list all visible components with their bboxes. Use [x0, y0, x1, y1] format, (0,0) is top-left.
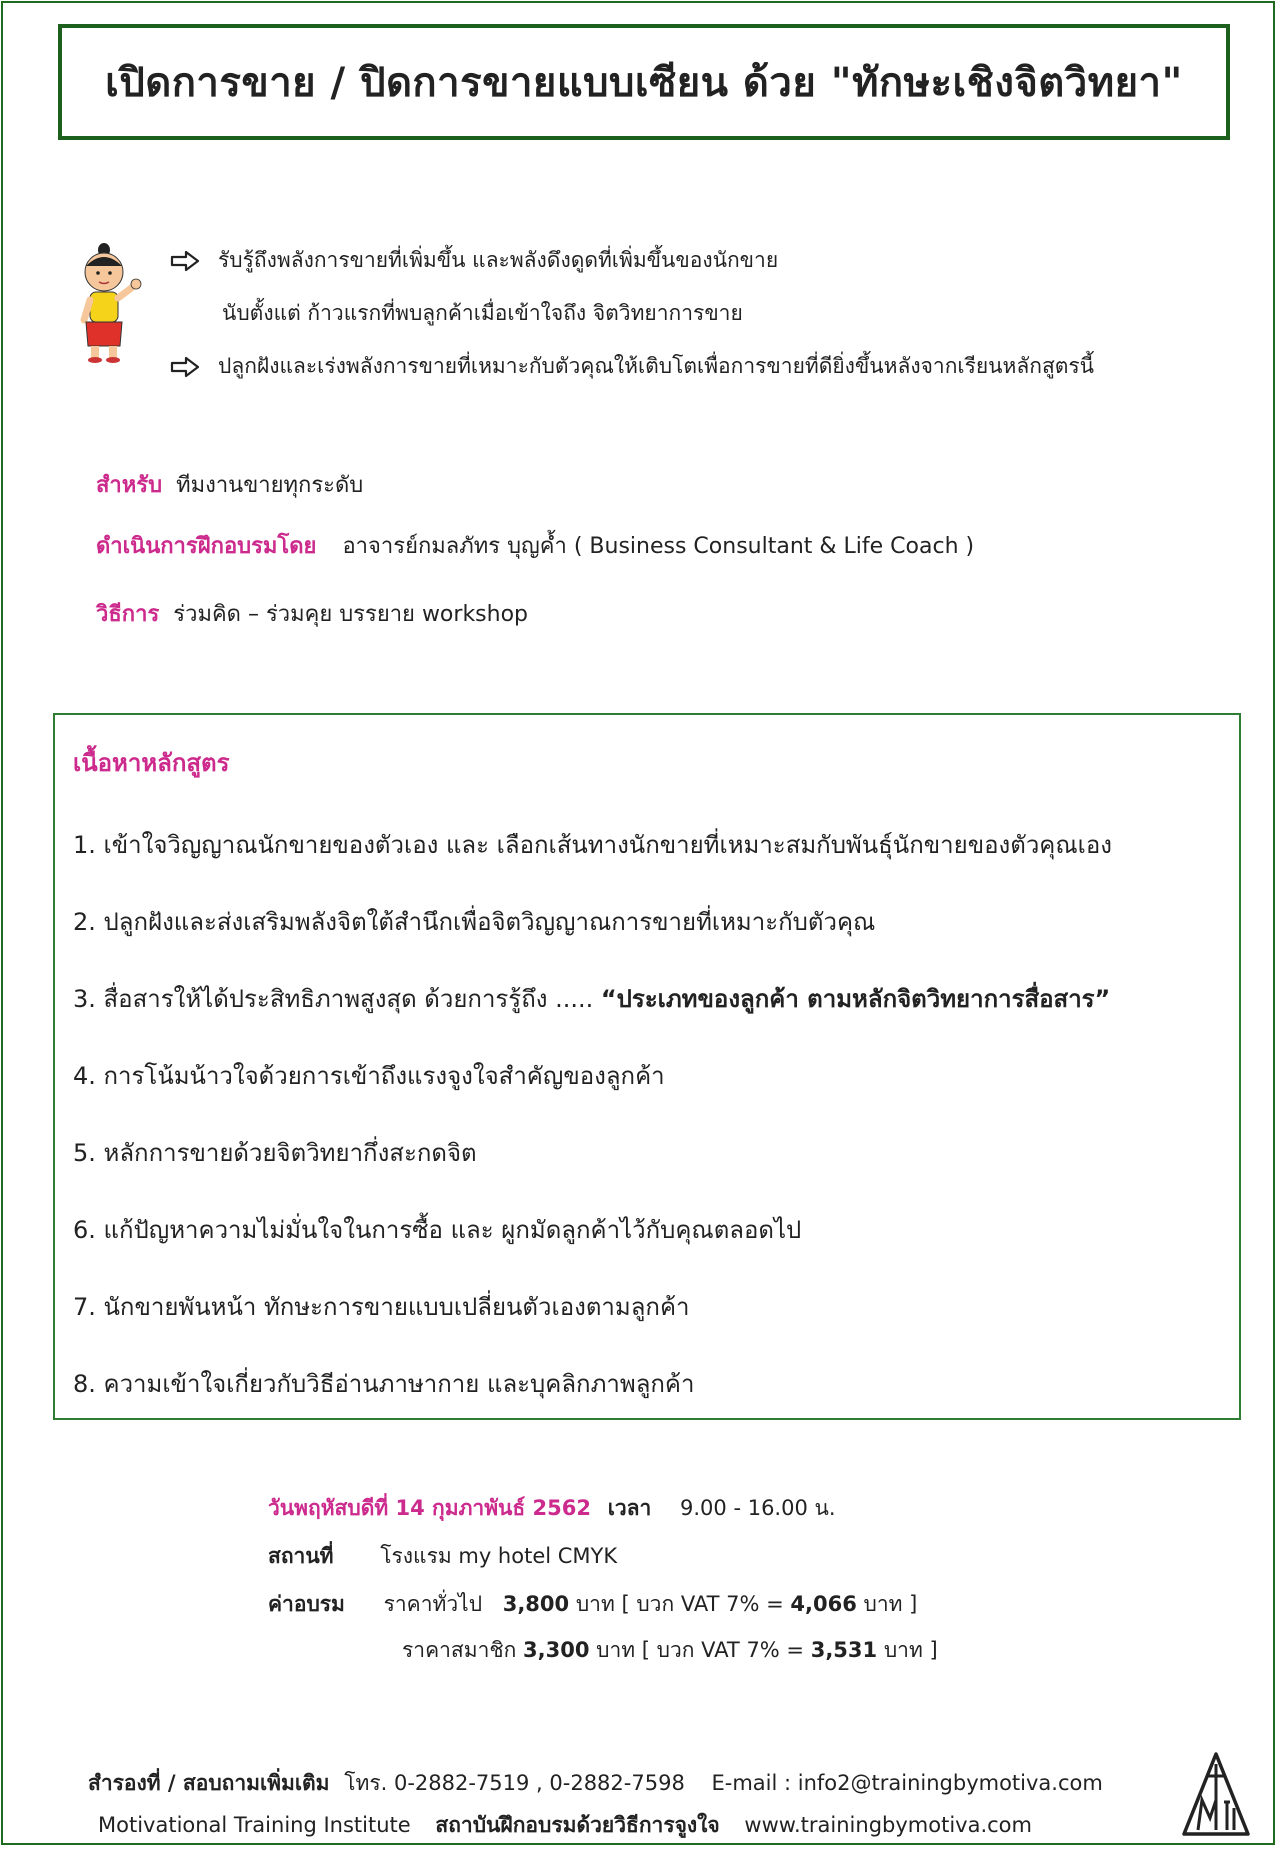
- fee-general-amount: 3,800: [502, 1592, 570, 1616]
- fee-member-suffix: บาท ]: [883, 1638, 938, 1662]
- content-item-5: 5. หลักการขายด้วยจิตวิทยากึ่งสะกดจิต: [73, 1139, 477, 1167]
- fee-member-prefix: ราคาสมาชิก: [402, 1638, 517, 1662]
- fee-general-total: 4,066: [790, 1592, 857, 1616]
- fee-label: ค่าอบรม: [268, 1592, 345, 1616]
- bullet-1-continuation: นับตั้งแต่ ก้าวแรกที่พบลูกค้าเมื่อเข้าใจถึง จิตวิทยาการขาย: [222, 301, 743, 325]
- footer-website: www.trainingbymotiva.com: [744, 1813, 1032, 1837]
- trainer-value: อาจารย์กมลภัทร บุญค้ำ ( Business Consultant & Life Coach ): [342, 534, 975, 559]
- info-trainer: [96, 528, 974, 563]
- trainer-label: ดำเนินการฝึกอบรมโดย: [96, 534, 317, 559]
- page-title: เปิดการขาย / ปิดการขายแบบเซียน ด้วย "ทักษะเชิงจิตวิทยา": [105, 60, 1183, 106]
- mascot-illustration: [76, 240, 146, 364]
- fee-general-suffix: บาท ]: [863, 1592, 918, 1616]
- reserve-label: สำรองที่ / สอบถามเพิ่มเติม: [88, 1771, 330, 1795]
- footer-phone: โทร. 0-2882-7519 , 0-2882-7598: [344, 1771, 685, 1795]
- content-item-4: 4. การโน้มน้าวใจด้วยการเข้าถึงแรงจูงใจสำคัญของลูกค้า: [73, 1062, 665, 1090]
- fee-member-amount: 3,300: [523, 1638, 590, 1662]
- fee-member-total: 3,531: [810, 1638, 878, 1662]
- footer-contact-line: [88, 1767, 1103, 1800]
- content-item-3: [73, 979, 1110, 1018]
- schedule-member-fee-line: [402, 1634, 938, 1667]
- event-date: วันพฤหัสบดีที่ 14 กุมภาพันธ์ 2562: [268, 1496, 591, 1520]
- title-box: [58, 24, 1230, 140]
- schedule-venue-line: [268, 1540, 617, 1573]
- content-item-2: 2. ปลูกฝังและส่งเสริมพลังจิตใต้สำนึกเพื่อจิตวิญญาณการขายที่เหมาะกับตัวคุณ: [73, 908, 876, 936]
- venue-label: สถานที่: [268, 1544, 334, 1568]
- schedule-date-line: [268, 1492, 836, 1525]
- footer-org-th: สถาบันฝึกอบรมด้วยวิธีการจูงใจ: [435, 1813, 720, 1837]
- content-item-3-bold: “ประเภทของลูกค้า ตามหลักจิตวิทยาการสื่อสาร”: [600, 985, 1111, 1013]
- course-content-box: [53, 713, 1241, 1420]
- time-label: เวลา: [607, 1496, 652, 1520]
- right-arrow-icon: [170, 250, 200, 272]
- fee-general-prefix: ราคาทั่วไป: [383, 1592, 483, 1616]
- for-label: สำหรับ: [96, 473, 163, 498]
- right-arrow-icon: [170, 356, 200, 378]
- bullet-2: [170, 350, 1094, 383]
- venue-value: โรงแรม my hotel CMYK: [380, 1544, 618, 1568]
- content-item-6: 6. แก้ปัญหาความไม่มั่นใจในการซื้อ และ ผูกมัดลูกค้าไว้กับคุณตลอดไป: [73, 1216, 802, 1244]
- institute-logo: [1180, 1750, 1252, 1840]
- content-item-8: 8. ความเข้าใจเกี่ยวกับวิธีอ่านภาษากาย และบุคลิกภาพลูกค้า: [73, 1370, 695, 1398]
- time-value: 9.00 - 16.00 น.: [680, 1496, 836, 1520]
- schedule-fee-line: [268, 1588, 917, 1621]
- for-value: ทีมงานขายทุกระดับ: [176, 473, 364, 498]
- method-label: วิธีการ: [96, 602, 160, 627]
- bullet-1: [170, 244, 778, 277]
- info-method: [96, 596, 528, 631]
- footer-org-en: Motivational Training Institute: [98, 1813, 411, 1837]
- bullet-1-text: รับรู้ถึงพลังการขายที่เพิ่มขึ้น และพลังดึงดูดที่เพิ่มขึ้นของนักขาย: [218, 248, 779, 272]
- info-for: [96, 467, 363, 502]
- fee-general-mid: บาท [ บวก VAT 7% =: [575, 1592, 784, 1616]
- fee-member-mid: บาท [ บวก VAT 7% =: [596, 1638, 805, 1662]
- footer-org-line: [98, 1809, 1032, 1842]
- bullet-2-text: ปลูกฝังและเร่งพลังการขายที่เหมาะกับตัวคุณให้เติบโตเพื่อการขายที่ดียิ่งขึ้นหลังจากเรียนหลักสูตรนี้: [218, 354, 1095, 378]
- content-item-3-text: 3. สื่อสารให้ได้ประสิทธิภาพสูงสุด ด้วยการรู้ถึง .....: [73, 985, 594, 1013]
- footer-email: E-mail : info2@trainingbymotiva.com: [711, 1771, 1103, 1795]
- content-item-7: 7. นักขายพันหน้า ทักษะการขายแบบเปลี่ยนตัวเองตามลูกค้า: [73, 1293, 690, 1321]
- method-value: ร่วมคิด – ร่วมคุย บรรยาย workshop: [173, 602, 529, 627]
- content-title: เนื้อหาหลักสูตร: [73, 749, 230, 777]
- content-item-1: 1. เข้าใจวิญญาณนักขายของตัวเอง และ เลือกเส้นทางนักขายที่เหมาะสมกับพันธุ์นักขายของตัวคุณเอง: [73, 831, 1112, 859]
